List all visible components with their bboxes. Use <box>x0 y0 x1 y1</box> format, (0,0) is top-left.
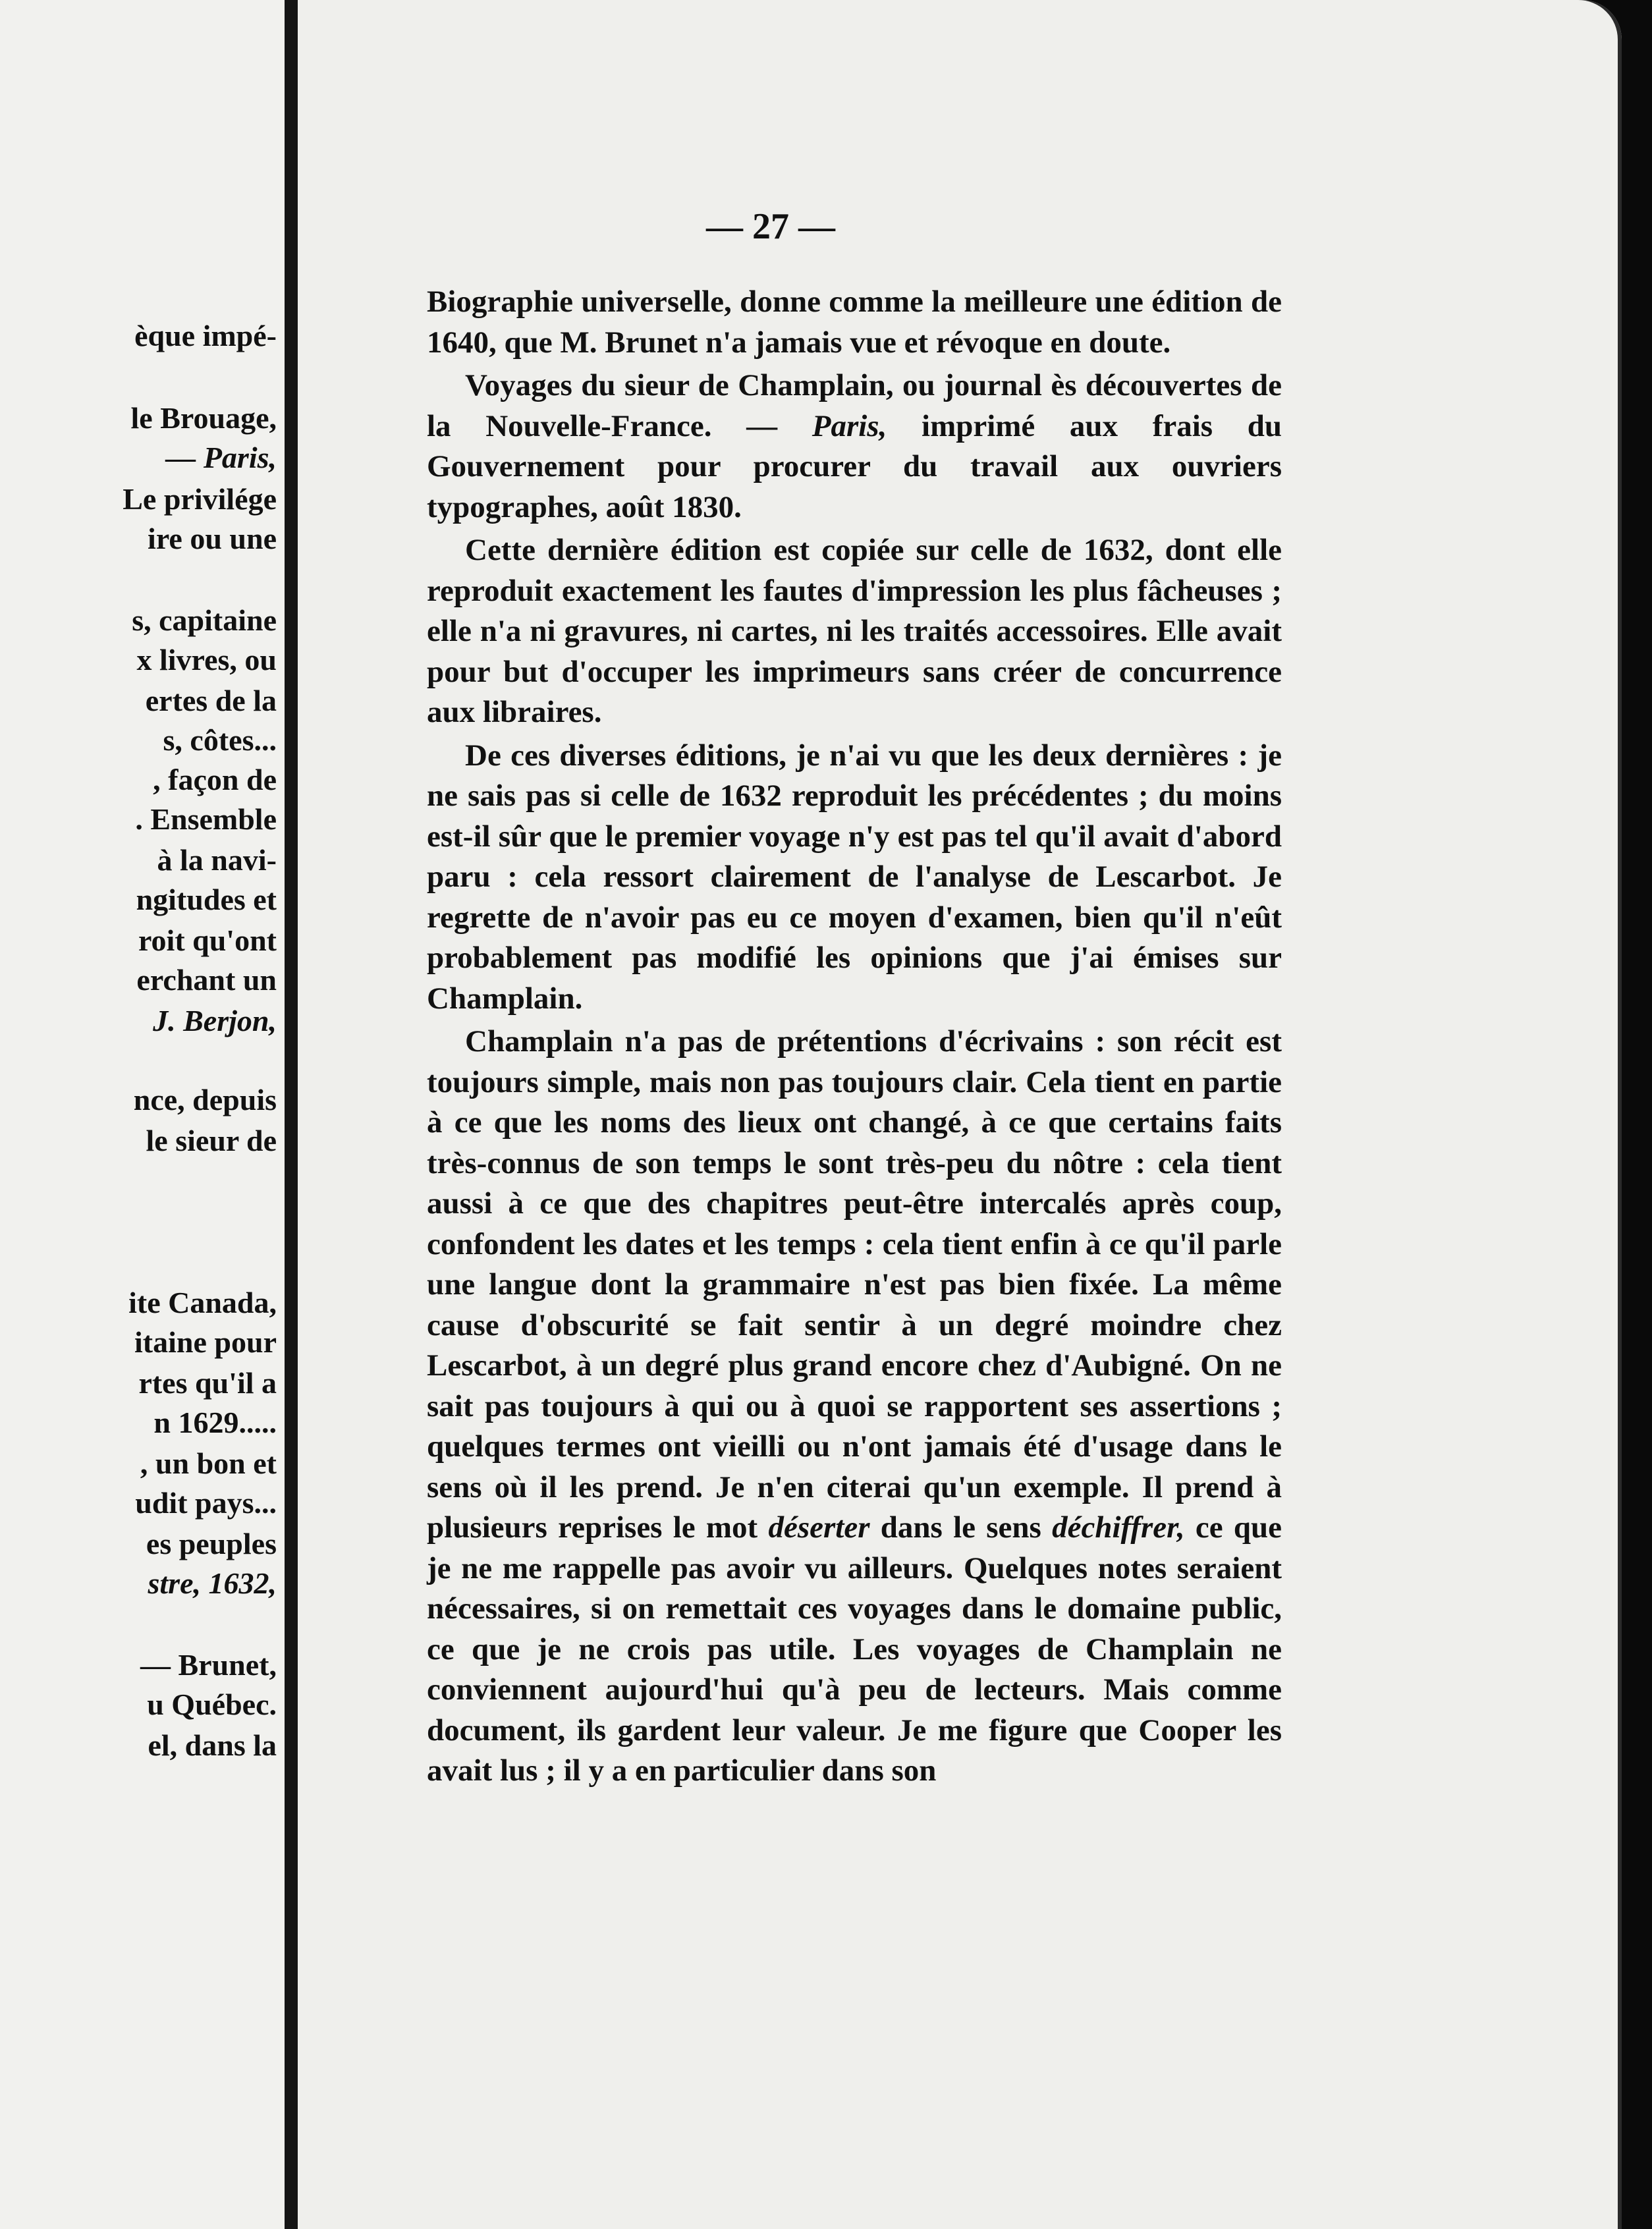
facing-page-line: stre, 1632, <box>148 1566 277 1600</box>
paragraph-1: Biographie universelle, donne comme la meilleure une édition de 1640, que M. Brunet n'a jamais vue et révoque en doute. <box>427 285 1282 360</box>
facing-page-line: ite Canada, <box>128 1286 277 1319</box>
paragraph-3: Cette dernière édition est copiée sur celle de 1632, dont elle reproduit exactement les fautes d'impression les plus fâcheuses ; elle n'a ni gravures, ni cartes, ni les traités accessoires. Elle avait pour but d'occuper les imprimeurs sans créer de concurrence aux libraires. <box>427 533 1282 729</box>
facing-page-line: le Brouage, <box>130 401 277 435</box>
facing-page-line: à la navi- <box>157 843 277 877</box>
facing-page-line: s, côtes... <box>163 723 277 757</box>
facing-page-line: s, capitaine <box>132 603 277 637</box>
facing-page-line: le sieur de <box>146 1124 277 1157</box>
facing-page-line: roit qu'ont <box>138 923 277 957</box>
facing-page-line: n 1629..... <box>153 1406 277 1439</box>
facing-page-line: — Paris, <box>165 441 277 474</box>
facing-page-line: el, dans la <box>148 1728 277 1762</box>
paragraph-2: Voyages du sieur de Champlain, ou journal ès découvertes de la Nouvelle-France. — Paris, imprimé aux frais du Gouvernement pour procurer du travail aux ouvriers typographes, août 1830. <box>427 368 1282 524</box>
facing-page-line: Le privilége <box>123 482 277 516</box>
facing-page-line: , un bon et <box>140 1446 277 1480</box>
facing-page-line: J. Berjon, <box>153 1004 277 1037</box>
facing-page-line: , façon de <box>153 763 277 796</box>
facing-page-line: udit pays... <box>135 1486 277 1520</box>
facing-page-line: . Ensemble <box>135 802 277 836</box>
facing-page-line: èque impé- <box>134 319 277 352</box>
facing-page-line: x livres, ou <box>136 643 277 676</box>
book-gutter <box>285 0 298 2229</box>
facing-page-line: es peuples <box>146 1527 277 1560</box>
page-number: — 27 — <box>706 206 835 247</box>
facing-page-line: u Québec. <box>147 1688 277 1721</box>
paragraph-4: De ces diverses éditions, je n'ai vu que les deux dernières : je ne sais pas si celle de 1632 reproduit les précédentes ; du moins est-il sûr que le premier voyage n'y est pas tel qu'il avait d'abord paru : cela ressort clairement de l'analyse de Lescarbot. Je regrette de n'avoir pas eu ce moyen d'examen, bien qu'il n'eût probablement pas modifié les opinions que j'ai émises sur Champlain. <box>427 738 1282 1016</box>
paragraph-5: Champlain n'a pas de prétentions d'écrivains : son récit est toujours simple, mais non pas toujours clair. Cela tient en partie à ce que les noms des lieux ont changé, à ce que certains faits très-connus de son temps le sont très-peu du nôtre : cela tient aussi à ce que des chapitres peut-être intercalés après coup, confondent les dates et les temps : cela tient enfin à ce qu'il parle une langue dont la grammaire n'est pas bien fixée. La même cause d'obscurité se fait sentir à un degré moindre chez Lescarbot, à un degré plus grand encore chez d'Aubigné. On ne sait pas toujours à qui ou à quoi se rapportent ses assertions ; quelques termes ont vieilli ou n'ont jamais été d'usage dans le sens où il les prend. Je n'en citerai qu'un exemple. Il prend à plusieurs reprises le mot déserter dans le sens déchiffrer, ce que je ne me rappelle pas avoir vu ailleurs. Quelques notes seraient nécessaires, si on remettait ces voyages dans le domaine public, ce que je ne crois pas utile. Les voyages de Champlain ne conviennent aujourd'hui qu'à peu de lecteurs. Mais comme document, ils gardent leur valeur. Je me figure que Cooper les avait lus ; il y a en particulier dans son <box>427 1024 1282 1788</box>
facing-page-line: ngitudes et <box>136 883 277 916</box>
facing-page-line: itaine pour <box>134 1325 277 1359</box>
facing-page-line: ertes de la <box>145 684 277 717</box>
facing-page-line: erchant un <box>136 963 277 997</box>
facing-page-line: nce, depuis <box>133 1083 277 1116</box>
facing-page-fragment <box>0 0 285 2229</box>
facing-page-line: ire ou une <box>148 522 277 555</box>
body-text <box>427 282 1282 1792</box>
facing-page-line: rtes qu'il a <box>138 1366 277 1400</box>
facing-page-line: — Brunet, <box>140 1648 277 1682</box>
